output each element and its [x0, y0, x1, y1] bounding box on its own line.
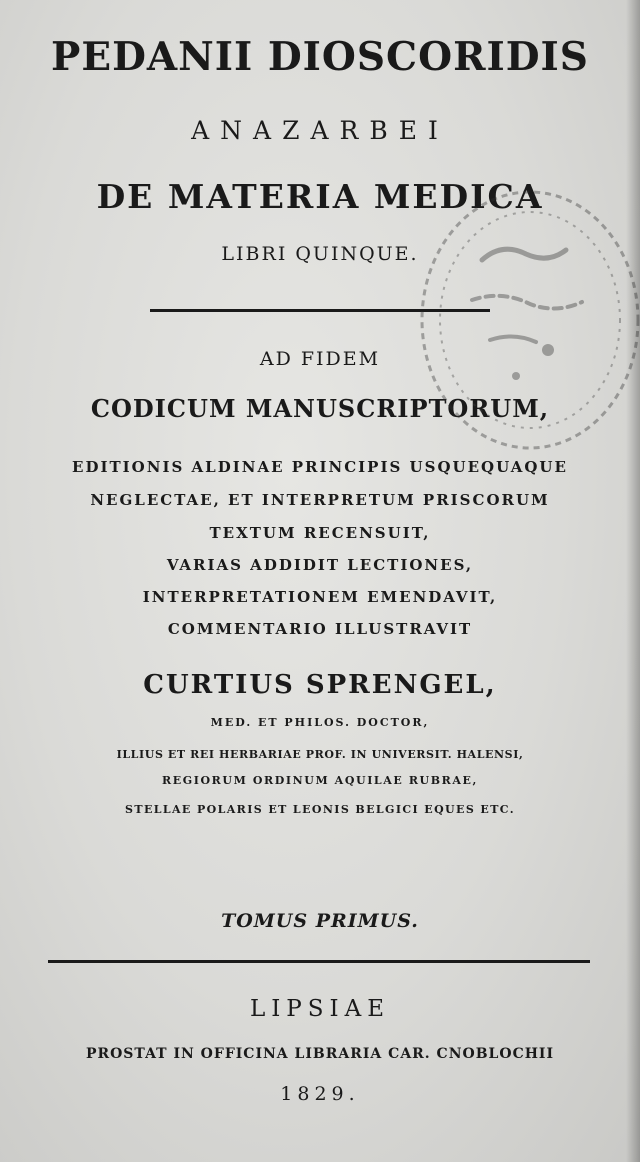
- bottom-divider-rule: [48, 960, 590, 963]
- author-origin: ANAZARBEI: [191, 116, 449, 145]
- author-line: PEDANII DIOSCORIDIS: [51, 34, 589, 80]
- description-line: COMMENTARIO ILLUSTRAVIT: [167, 620, 473, 638]
- imprint-year: 1829.: [280, 1083, 360, 1105]
- basis-intro: AD FIDEM: [259, 348, 381, 370]
- editor-credential: MED. ET PHILOS. DOCTOR,: [210, 716, 430, 729]
- basis-main: CODICUM MANUSCRIPTORUM,: [90, 394, 550, 423]
- editor-credential: REGIORUM ORDINUM AQUILAE RUBRAE,: [162, 774, 478, 787]
- imprint-publisher: PROSTAT IN OFFICINA LIBRARIA CAR. CNOBLOCHII: [85, 1046, 555, 1062]
- description-line: NEGLECTAE, ET INTERPRETUM PRISCORUM: [90, 491, 550, 509]
- work-subtitle: LIBRI QUINQUE.: [221, 243, 419, 265]
- description-line: TEXTUM RECENSUIT,: [209, 524, 431, 542]
- imprint-place: LIPSIAE: [249, 996, 391, 1022]
- editor-credential: STELLAE POLARIS ET LEONIS BELGICI EQUES ETC.: [125, 803, 515, 816]
- description-line: INTERPRETATIONEM EMENDAVIT,: [142, 588, 498, 606]
- description-line: VARIAS ADDIDIT LECTIONES,: [166, 556, 474, 574]
- volume-label: TOMUS PRIMUS.: [221, 910, 419, 932]
- editor-credential: ILLIUS ET REI HERBARIAE PROF. IN UNIVERSIT. HALENSI,: [116, 748, 524, 761]
- editor-name: CURTIUS SPRENGEL,: [143, 670, 497, 700]
- work-title: DE MATERIA MEDICA: [96, 177, 544, 216]
- page-edge-shadow: [626, 0, 640, 1162]
- library-stamp-icon: [412, 180, 640, 460]
- description-line: EDITIONIS ALDINAE PRINCIPIS USQUEQUAQUE: [72, 458, 568, 476]
